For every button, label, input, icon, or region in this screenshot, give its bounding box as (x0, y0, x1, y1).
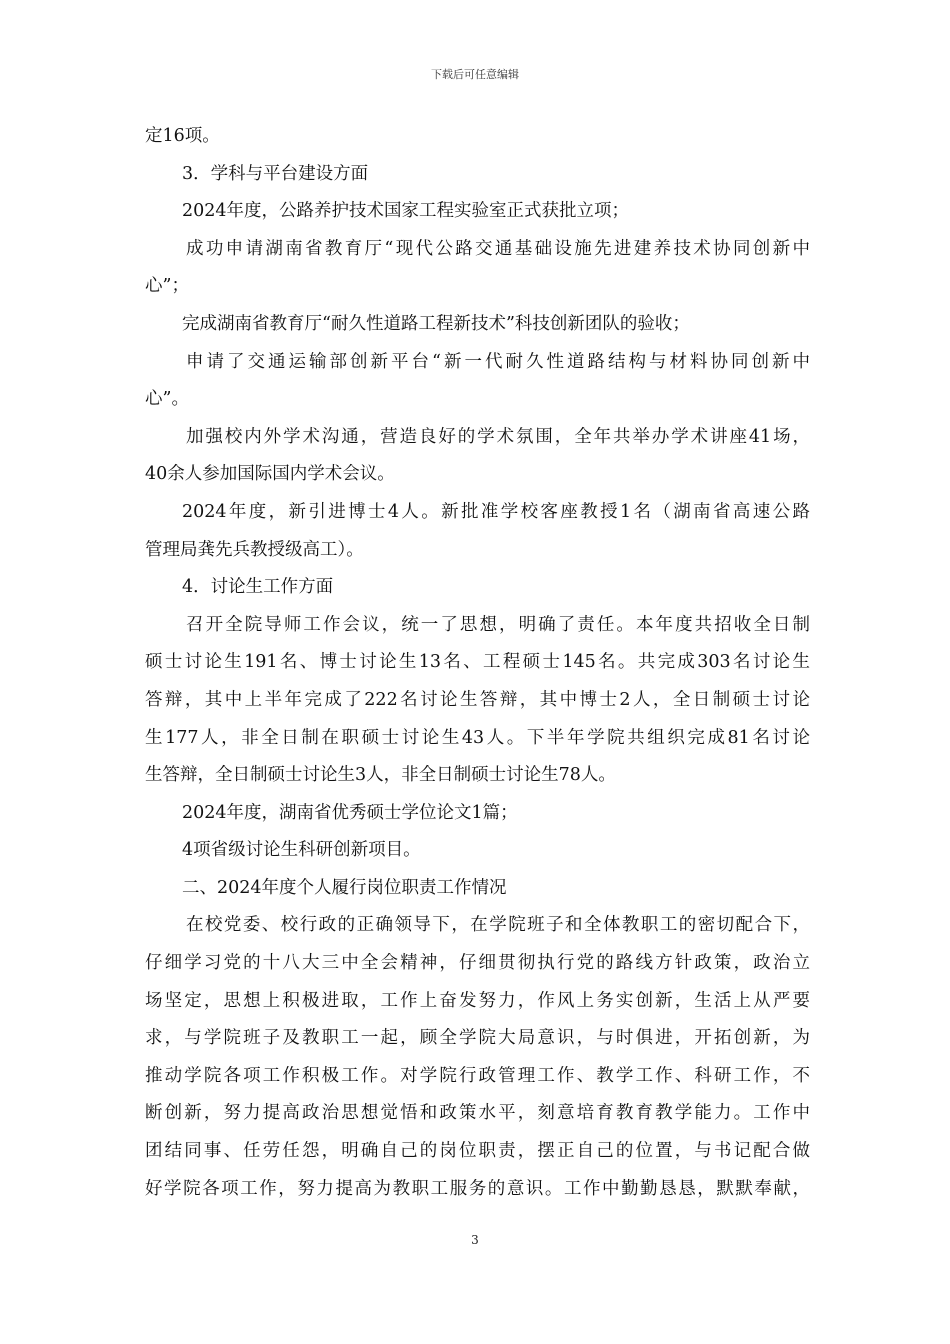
text-line: 好学院各项工作，努力提高为教职工服务的意识。工作中勤勤恳恳，默默奉献， (145, 1178, 810, 1199)
text-line: 心”； (145, 276, 189, 297)
text-line: 40余人参加国际国内学术会议。 (145, 464, 395, 485)
text-line: 完成湖南省教育厅“耐久性道路工程新技术”科技创新团队的验收； (182, 313, 690, 334)
text-line: 求，与学院班子及教职工一起，顾全学院大局意识，与时俱进，开拓创新，为 (145, 1028, 810, 1049)
text-line: 断创新，努力提高政治思想觉悟和政策水平，刻意培育教育教学能力。工作中 (145, 1103, 810, 1124)
text-line: 加强校内外学术沟通，营造良好的学术氛围，全年共举办学术讲座41场， (186, 426, 810, 447)
section-heading: 3．学科与平台建设方面 (182, 163, 369, 184)
page-header: 下载后可任意编辑 (431, 68, 519, 81)
text-line: 推动学院各项工作积极工作。对学院行政管理工作、教学工作、科研工作，不 (145, 1065, 810, 1086)
text-line: 团结同事、任劳任怨，明确自己的岗位职责，摆正自己的位置，与书记配合做 (145, 1141, 810, 1162)
text-line: 生177人，非全日制在职硕士讨论生43人。下半年学院共组织完成81名讨论 (145, 727, 810, 748)
text-line: 生答辩，全日制硕士讨论生3人，非全日制硕士讨论生78人。 (145, 765, 616, 786)
document-body (145, 118, 810, 1208)
text-line: 答辩，其中上半年完成了222名讨论生答辩，其中博士2人，全日制硕士讨论 (145, 689, 810, 710)
text-line: 定16项。 (145, 126, 220, 146)
text-line: 2024年度，湖南省优秀硕士学位论文1篇； (182, 802, 518, 823)
text-line: 场坚定，思想上积极进取，工作上奋发努力，作风上务实创新，生活上从严要 (145, 990, 810, 1011)
page-number: 3 (471, 1233, 479, 1247)
text-line: 心”。 (145, 389, 189, 410)
text-line: 硕士讨论生191名、博士讨论生13名、工程硕士145名。共完成303名讨论生 (145, 652, 810, 673)
text-line: 召开全院导师工作会议，统一了思想，明确了责任。本年度共招收全日制 (186, 614, 810, 635)
section-heading: 二、2024年度个人履行岗位职责工作情况 (182, 877, 507, 898)
section-heading: 4．讨论生工作方面 (182, 577, 334, 598)
text-line: 2024年度，公路养护技术国家工程实验室正式获批立项； (182, 201, 630, 222)
text-line: 成功申请湖南省教育厅“现代公路交通基础设施先进建养技术协同创新中 (186, 238, 810, 259)
text-line: 2024年度，新引进博士4人。新批准学校客座教授1名（湖南省高速公路 (182, 501, 810, 522)
text-line: 仔细学习党的十八大三中全会精神，仔细贯彻执行党的路线方针政策，政治立 (145, 953, 810, 974)
text-line: 4项省级讨论生科研创新项目。 (182, 840, 421, 861)
text-line: 管理局龚先兵教授级高工）。 (145, 539, 364, 560)
text-line: 在校党委、校行政的正确领导下，在学院班子和全体教职工的密切配合下， (186, 915, 810, 936)
text-line: 申请了交通运输部创新平台“新一代耐久性道路结构与材料协同创新中 (186, 351, 810, 372)
